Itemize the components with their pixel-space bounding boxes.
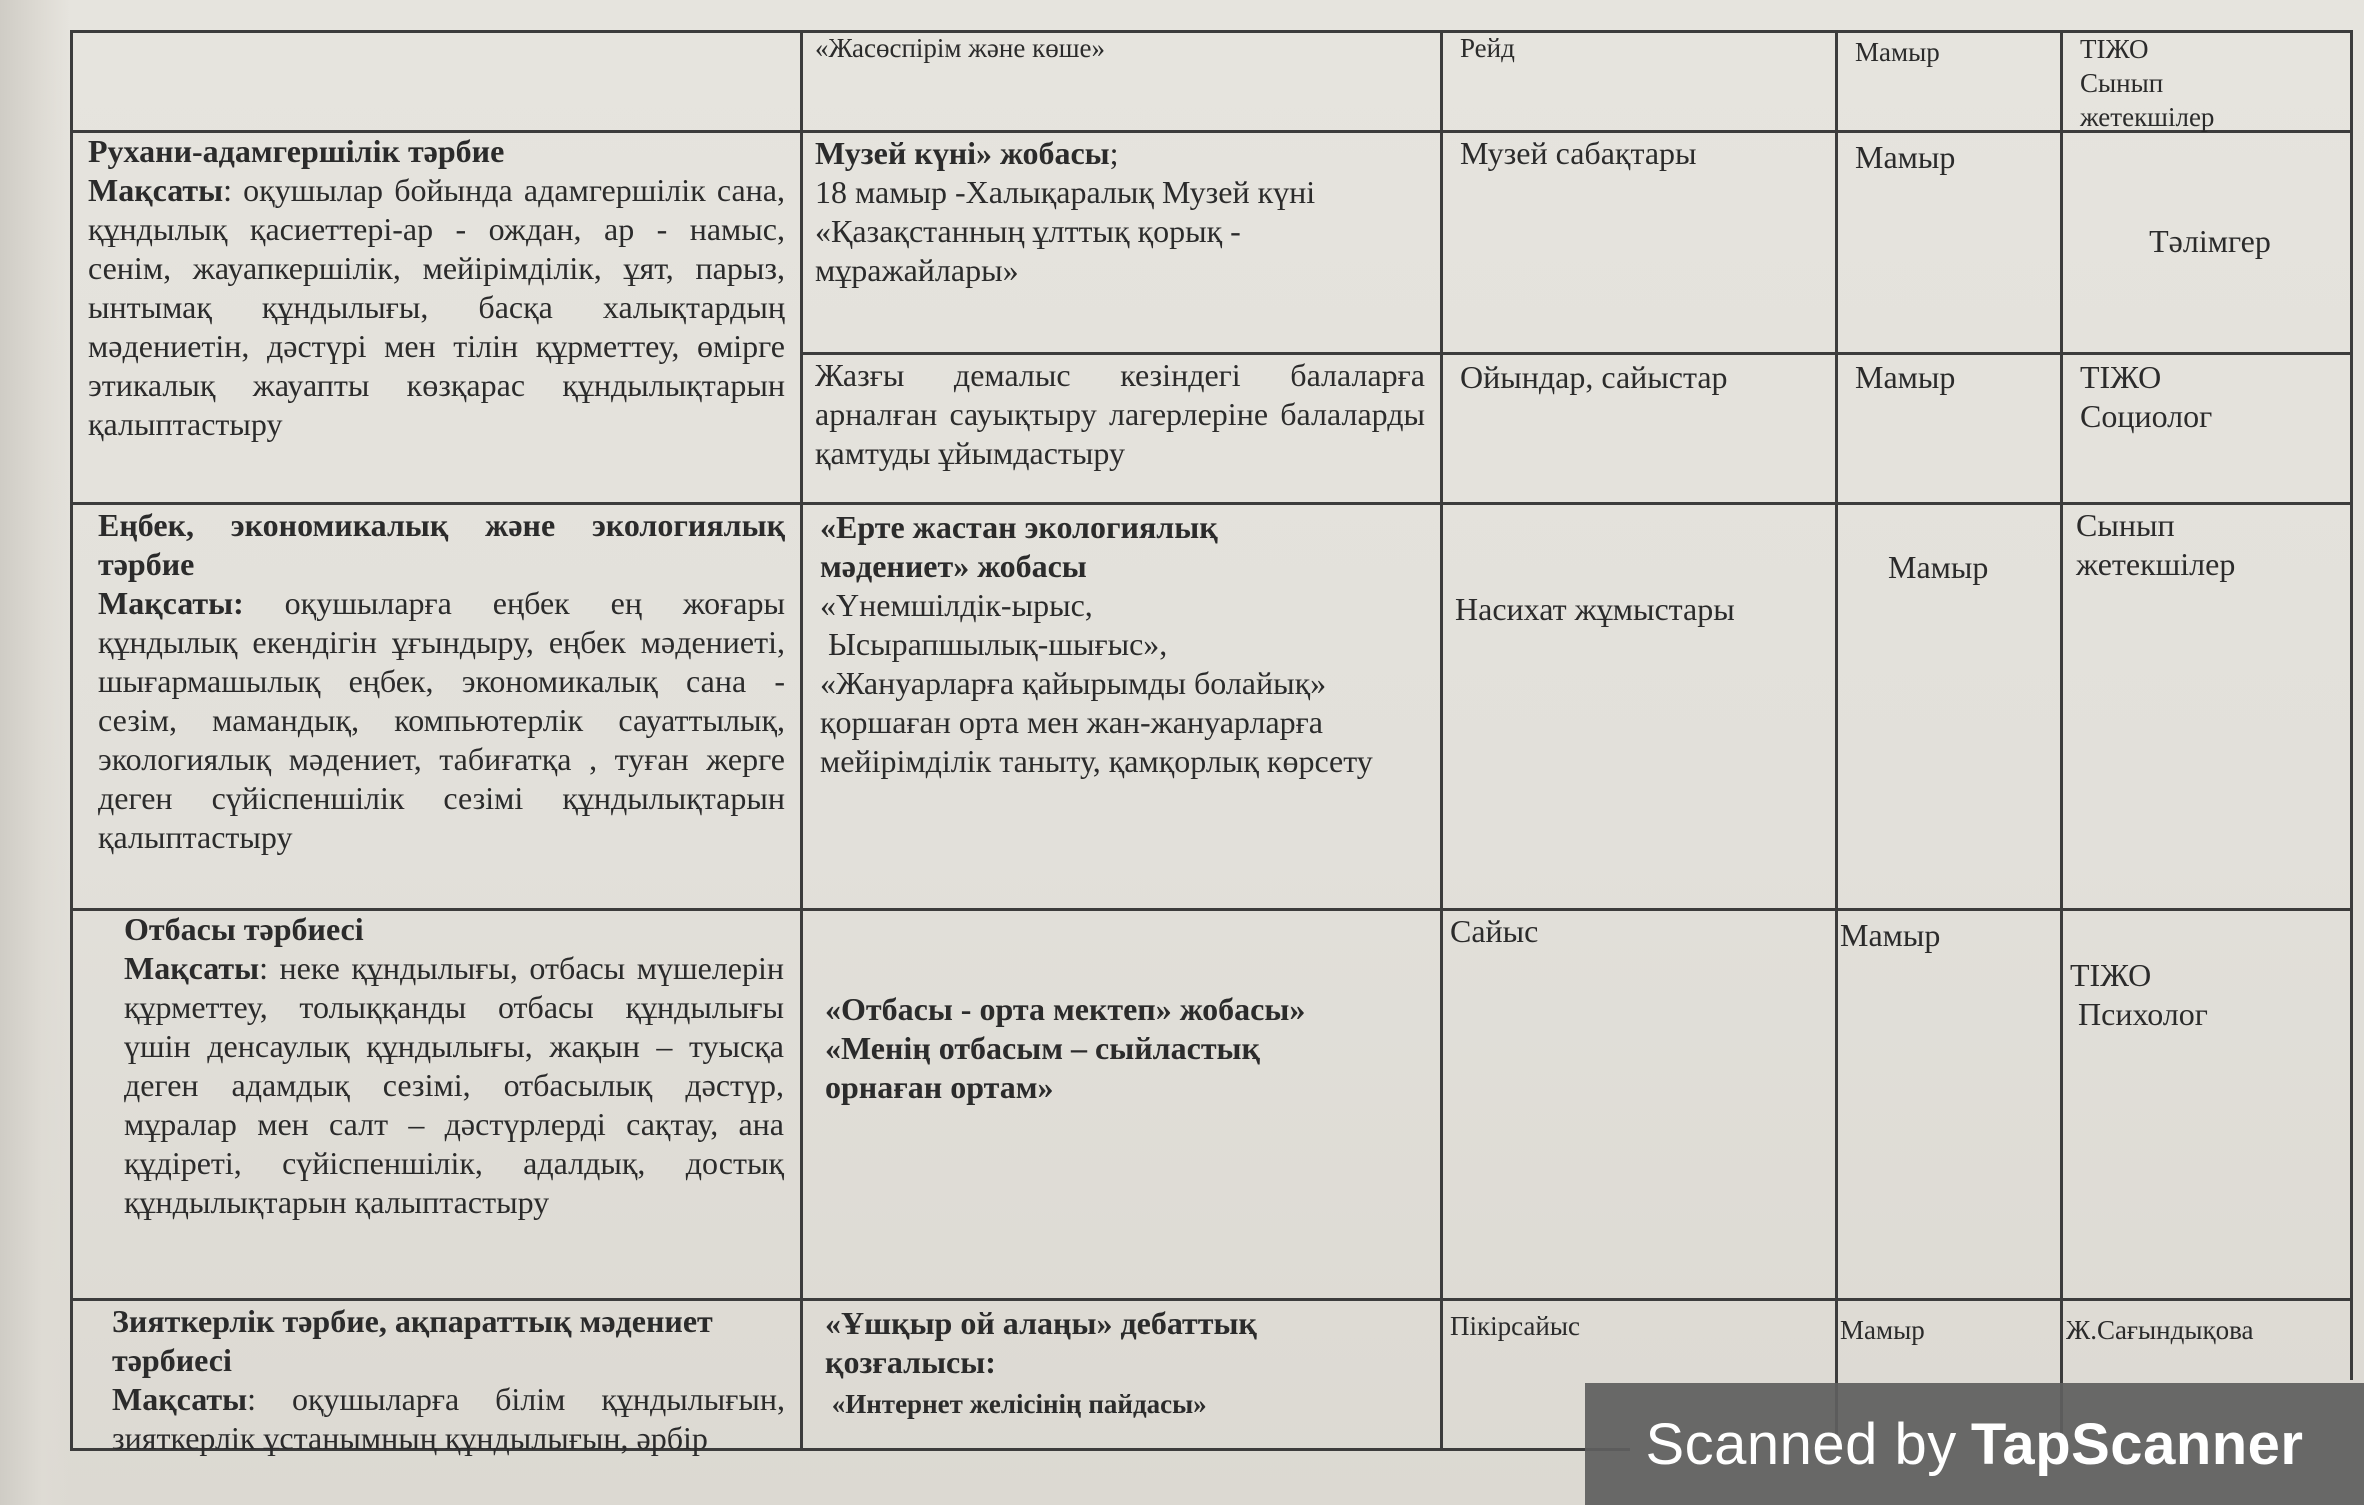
row1a-events-line-4: мұражайлары» xyxy=(815,252,1019,288)
row2-direction xyxy=(98,506,785,857)
row3-form-text: Сайыс xyxy=(1450,913,1539,949)
row3-direction-title: Отбасы тәрбиесі xyxy=(124,911,364,947)
row2-events-line-1: «Үнемшілдік-ырыс, xyxy=(820,587,1093,623)
row0-form-text: Рейд xyxy=(1460,33,1515,63)
row4-events-small-bold: «Интернет желісінің пайдасы» xyxy=(825,1389,1207,1419)
row2-form-text: Насихат жұмыстары xyxy=(1455,591,1735,627)
row4-direction xyxy=(112,1302,785,1458)
row0-month xyxy=(1855,34,2045,70)
row-divider-4 xyxy=(70,1298,2353,1301)
column-divider-form xyxy=(1440,30,1443,1450)
row3-goal xyxy=(124,949,784,1222)
row2-responsible-line-2: жетекшілер xyxy=(2076,546,2236,582)
row4-form xyxy=(1450,1308,1820,1344)
row1b-form-text: Ойындар, сайыстар xyxy=(1460,359,1728,395)
row1a-responsible-text: Тәлімгер xyxy=(2149,223,2271,259)
row4-direction-title: Зияткерлік тәрбие, ақпараттық мәдениет тәрбиесі xyxy=(112,1303,713,1378)
row2-goal xyxy=(98,584,785,857)
row1a-events-bold: Музей күні» жобасы xyxy=(815,135,1110,171)
row3-form xyxy=(1450,912,1820,951)
table-border-right xyxy=(2350,30,2353,1380)
watermark-prefix: Scanned by xyxy=(1645,1411,1957,1477)
row1b-responsible xyxy=(2080,358,2340,436)
row1b-events xyxy=(815,356,1425,473)
row0-responsible-line-1: ТІЖО xyxy=(2080,34,2149,64)
row1b-form xyxy=(1460,358,1820,397)
row3-responsible xyxy=(2070,956,2340,1034)
row2-form xyxy=(1455,590,1825,629)
row3-events-bold-line-3: орнаған ортам» xyxy=(825,1069,1054,1105)
row2-events-bold-line-1: «Ерте жастан экологиялық xyxy=(820,509,1218,545)
row1-goal xyxy=(88,171,785,444)
row1b-month-text: Мамыр xyxy=(1855,359,1956,395)
column-divider-month xyxy=(1835,30,1838,1450)
row1a-month xyxy=(1855,138,2045,177)
row4-goal xyxy=(112,1380,785,1458)
row3-month xyxy=(1840,916,2040,955)
row2-events xyxy=(820,508,1425,781)
row4-goal-text: : оқушыларға білім құндылығын, зияткерлік ұстанымның құндылығын, әрбір xyxy=(112,1381,785,1456)
row0-responsible-line-3: жетекшілер xyxy=(2080,102,2215,132)
row0-responsible-line-2: Сынып xyxy=(2080,68,2164,98)
row2-events-line-4: қоршаған орта мен жан-жануарларға xyxy=(820,704,1323,740)
row3-responsible-line-1: ТІЖО xyxy=(2070,957,2152,993)
column-divider-events xyxy=(800,30,803,1450)
row4-form-text: Пікірсайыс xyxy=(1450,1311,1580,1341)
row1a-events-tail: ; xyxy=(1109,135,1119,171)
row1a-events-line-2: 18 мамыр -Халықаралық Музей күні xyxy=(815,174,1316,210)
row3-direction xyxy=(124,910,784,1222)
row1-goal-label: Мақсаты xyxy=(88,172,224,208)
row0-events xyxy=(815,30,1425,66)
row2-events-bold-line-2: мәдениет» жобасы xyxy=(820,548,1087,584)
row4-events xyxy=(825,1304,1425,1422)
row1a-month-text: Мамыр xyxy=(1855,139,1956,175)
row3-responsible-line-2: Психолог xyxy=(2070,996,2208,1032)
row4-events-bold-line-1: «Ұшқыр ой алаңы» дебаттық xyxy=(825,1305,1257,1341)
row2-month xyxy=(1888,548,2048,587)
subrow-divider xyxy=(800,352,2353,355)
row3-goal-text: : неке құндылығы, отбасы мүшелерін құрметтеу, толыққанды отбасы құндылығы үшін денсаулық құндылығы, жақын – туысқа деген адамдық сезімі, отбасылық дәстүр, мұралар мен салт – дәстүрлерді сақтау, ана құдіреті, сүйіспеншілік, адалдық, достық құндылықтарын қалыптастыру xyxy=(124,950,784,1220)
watermark-brand: TapScanner xyxy=(1970,1411,2304,1477)
row1b-events-text: Жазғы демалыс кезіндегі балаларға арналған сауықтыру лагерлеріне балаларды қамтуды ұйымдастыру xyxy=(815,357,1425,471)
plan-table xyxy=(40,0,2364,1505)
row1b-responsible-line-2: Социолог xyxy=(2080,398,2213,434)
row1-direction xyxy=(88,132,785,444)
row0-form xyxy=(1460,30,1820,66)
row3-month-text: Мамыр xyxy=(1840,917,1941,953)
row1a-responsible xyxy=(2080,222,2340,261)
row0-month-text: Мамыр xyxy=(1855,37,1940,67)
scanner-watermark xyxy=(1585,1383,2364,1505)
column-divider-responsible xyxy=(2060,30,2063,1450)
row1b-responsible-line-1: ТІЖО xyxy=(2080,359,2162,395)
row0-events-text: «Жасөспірім және көше» xyxy=(815,33,1105,63)
row-divider-2 xyxy=(70,502,2353,505)
row1a-events xyxy=(815,134,1425,290)
row4-responsible xyxy=(2066,1312,2346,1348)
row2-responsible-line-1: Сынып xyxy=(2076,507,2175,543)
row3-events-bold-line-2: «Менің отбасым – сыйластық xyxy=(825,1030,1260,1066)
row0-responsible xyxy=(2080,32,2340,134)
row1b-month xyxy=(1855,358,2045,397)
row1-direction-title: Рухани-адамгершілік тәрбие xyxy=(88,133,505,169)
row4-responsible-text: Ж.Сағындықова xyxy=(2066,1315,2254,1345)
row1a-form-text: Музей сабақтары xyxy=(1460,135,1697,171)
row2-events-line-5: мейірімділік таныту, қамқорлық көрсету xyxy=(820,743,1373,779)
row3-events xyxy=(825,990,1425,1107)
row4-events-bold-line-2: қозғалысы: xyxy=(825,1344,996,1380)
row4-month xyxy=(1840,1312,2040,1348)
row4-month-text: Мамыр xyxy=(1840,1315,1925,1345)
row1a-events-line-1 xyxy=(815,134,1425,173)
row3-events-bold-line-1: «Отбасы - орта мектеп» жобасы» xyxy=(825,991,1306,1027)
row4-goal-label: Мақсаты xyxy=(112,1381,248,1417)
row2-events-line-2: Ысырапшылық-шығыс», xyxy=(820,626,1168,662)
row1a-events-line-3: «Қазақстанның ұлттық қорық - xyxy=(815,213,1241,249)
row2-responsible xyxy=(2076,506,2336,584)
row3-goal-label: Мақсаты xyxy=(124,950,260,986)
row2-events-line-3: «Жануарларға қайырымды болайық» xyxy=(820,665,1327,701)
row2-month-text: Мамыр xyxy=(1888,549,1989,585)
table-border-left xyxy=(70,30,73,1450)
row1-goal-text: : оқушылар бойында адамгершілік сана, құндылық қасиеттері-ар - ождан, ар - намыс, сенім, жауапкершілік, мейірімділік, ұят, парыз, ынтымақ құндылығы, басқа халықтардың мәдениетін, дәстүрі мен тілін құрметтеу, өмірге этикалық жауапты көзқарас құндылықтарын қалыптастыру xyxy=(88,172,785,442)
row2-direction-title: Еңбек, экономикалық және экологиялық тәрбие xyxy=(98,507,785,582)
row2-goal-label: Мақсаты: xyxy=(98,585,244,621)
row1a-form xyxy=(1460,134,1820,173)
row2-goal-text: оқушыларға еңбек ең жоғары құндылық екендігін ұғындыру, еңбек мәдениеті, шығармашылық еңбек, экономикалық сана - сезім, мамандық, компьютерлік сауаттылық, экологиялық мәдениет, табиғатқа , туған жерге деген сүйіспеншілік сезімі құндылықтарын қалыптастыру xyxy=(98,585,785,855)
